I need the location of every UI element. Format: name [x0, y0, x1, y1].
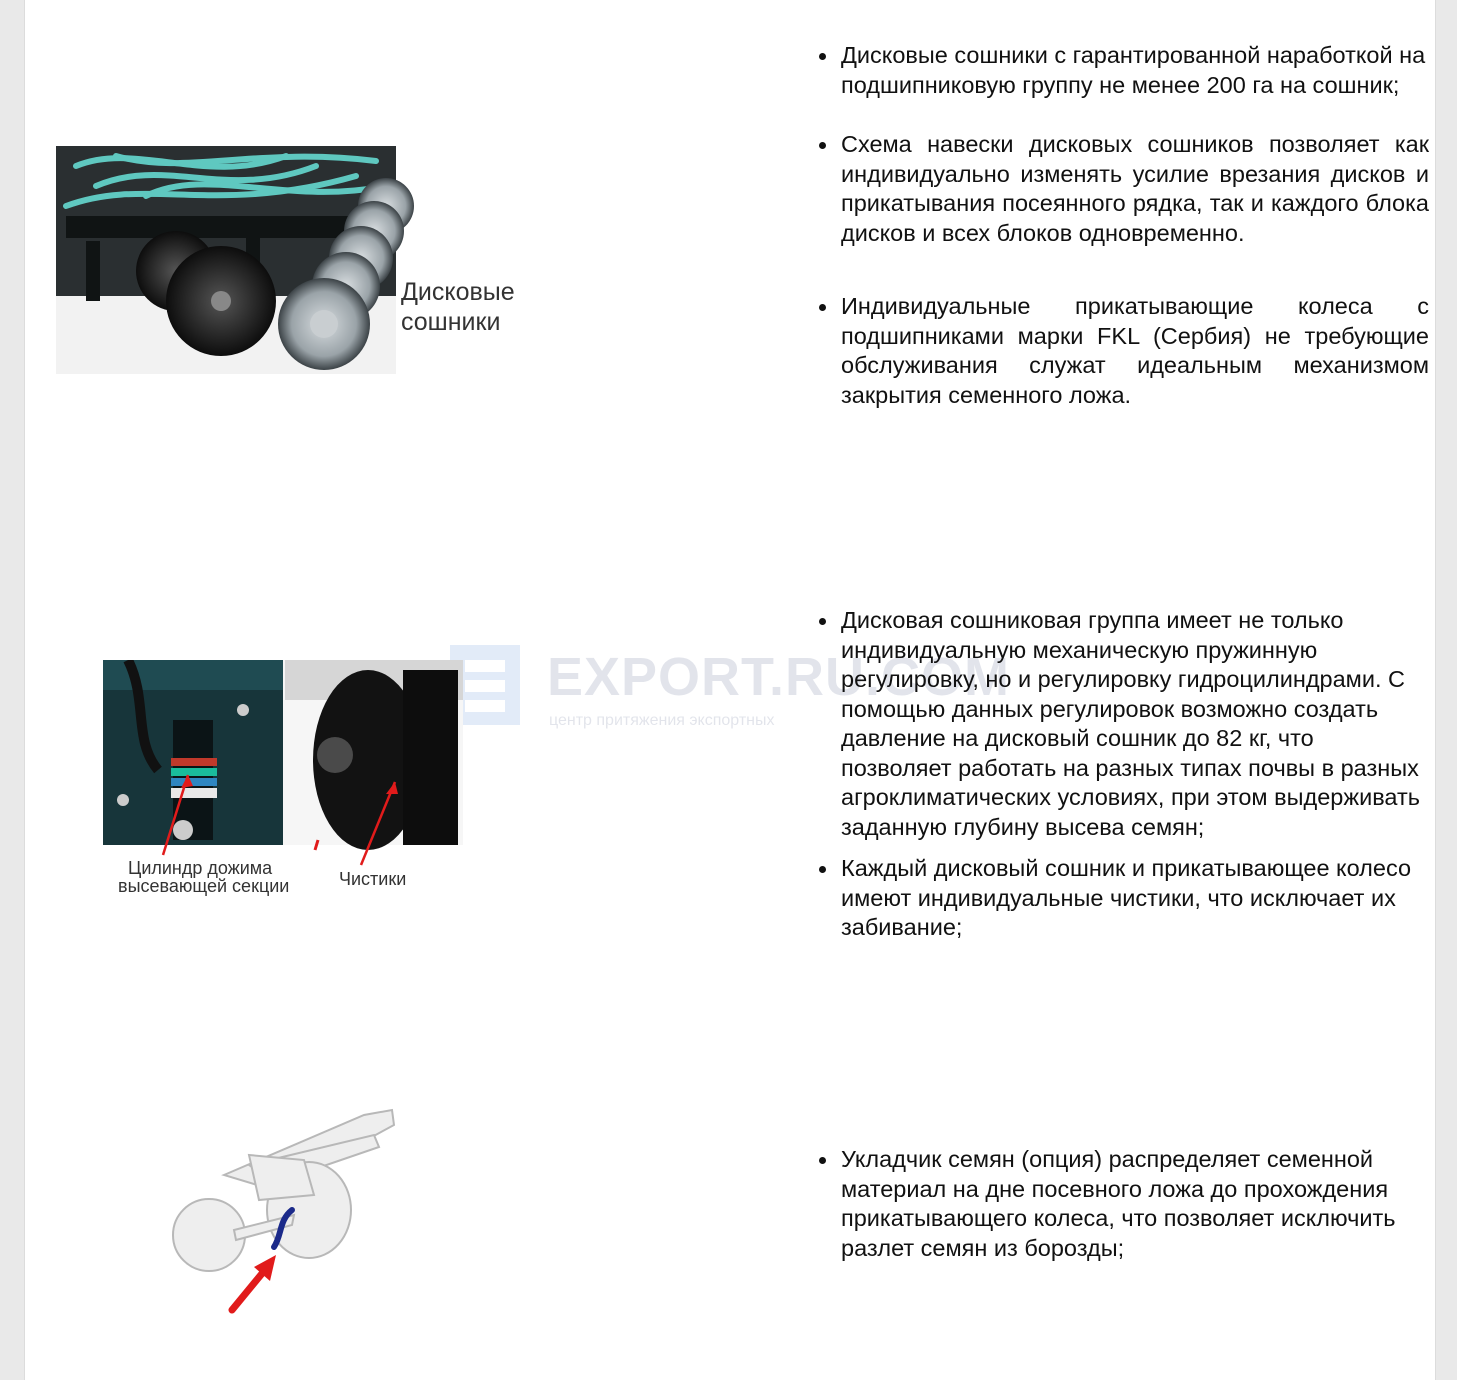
disc-coulters-caption-line1: Дисковые [401, 278, 515, 306]
list-item: • Каждый дисковый сошник и прикатывающее колесо имеют индивидуальные чистики, что исключает их забивание; [839, 854, 1429, 943]
seed-firmer-image [164, 1105, 399, 1320]
section2-bullet-list [815, 606, 1429, 943]
watermark-subtitle: центр притяжения экспортных [549, 712, 775, 729]
section3-bullet-list [815, 1145, 1429, 1263]
cylinder-caption-line1: Цилиндр дожима [128, 858, 273, 878]
cylinder-caption-line2: высевающей секции [118, 876, 290, 896]
list-item: • Дисковые сошники с гарантированной наработкой на подшипниковую группу не менее 200 га на сошник; [839, 41, 1429, 100]
scrapers-caption: Чистики [339, 869, 407, 889]
cylinder-scrapers-image [103, 660, 463, 900]
list-item: • Укладчик семян (опция) распределяет семенной материал на дне посевного ложа до прохождения прикатывающего колеса, что позволяет исключить разлет семян из борозды; [839, 1145, 1429, 1263]
list-item: • Индивидуальные прикатывающие колеса с подшипниками марки FKL (Сербия) не требующие обслуживания служат идеальным механизмом закрытия семенного ложа. [839, 292, 1429, 410]
disc-coulters-caption-line2: сошники [401, 308, 501, 336]
section1-bullet-list [815, 41, 1429, 410]
list-item: • Дисковая сошниковая группа имеет не только индивидуальную механическую пружинную регулировку, но и регулировку гидроцилиндрами. С помощью данных регулировок возможно создать давление на дисковый сошник до 82 кг, что позволяет работать на разных типах почвы в разных агроклиматических условиях, при этом выдерживать заданную глубину высева семян; [839, 606, 1429, 842]
watermark-title: EXPORT.RU.COM [547, 647, 1011, 707]
list-item: • Схема навески дисковых сошников позволяет как индивидуально изменять усилие врезания дисков и прикатывания посеянного рядка, так и каждого блока дисков и всех блоков одновременно. [839, 130, 1429, 248]
page-content [24, 0, 1436, 1380]
disc-coulters-image [56, 146, 516, 376]
